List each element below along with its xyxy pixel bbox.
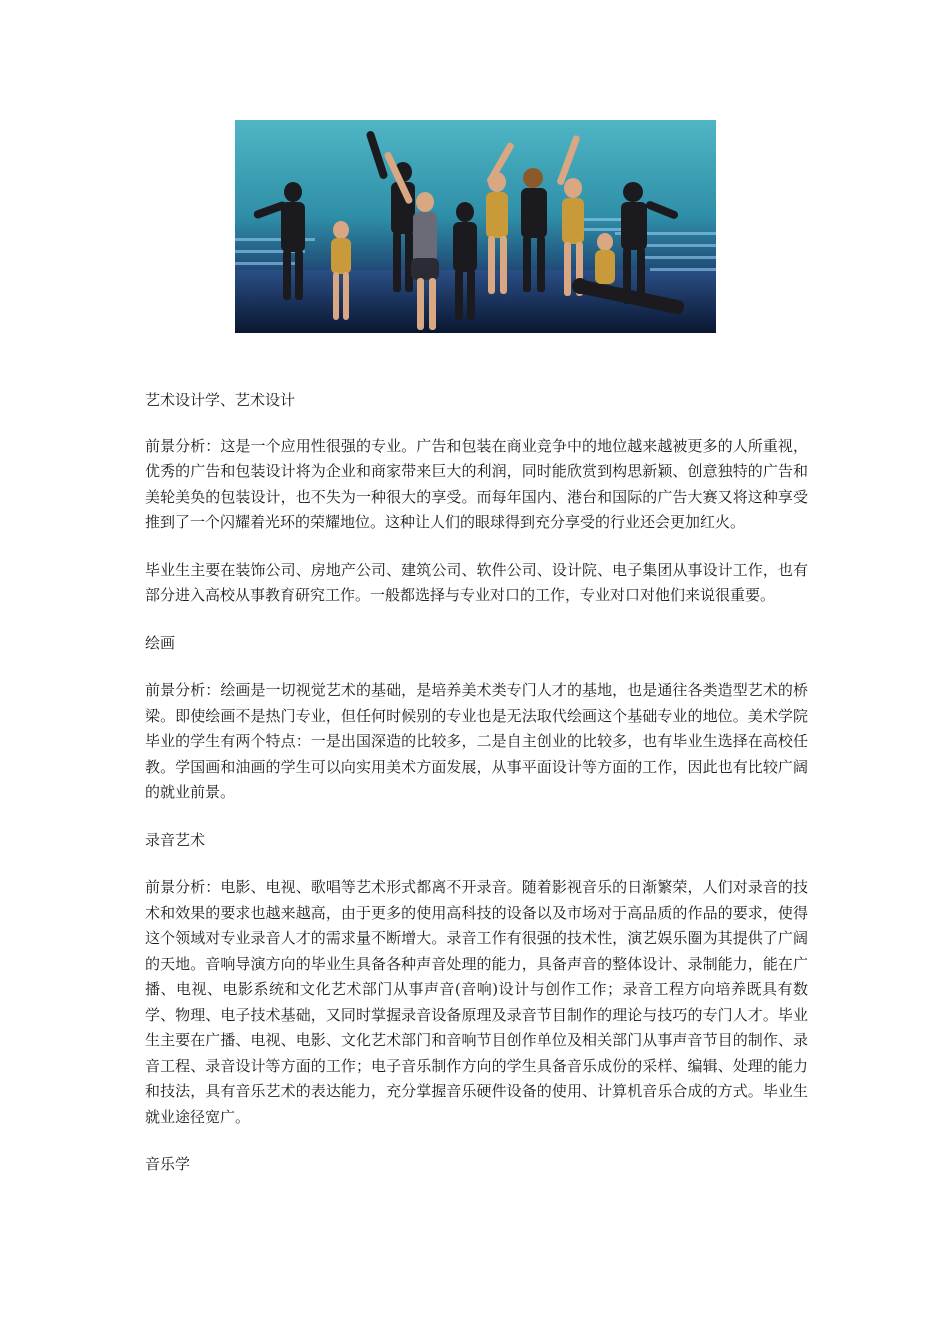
section-heading-musicology: 音乐学	[145, 1155, 191, 1173]
section-heading-recording-art: 录音艺术	[145, 830, 206, 849]
article-body	[145, 388, 808, 1178]
paragraph-recording-outlook: 前景分析：电影、电视、歌唱等艺术形式都离不开录音。随着影视音乐的日渐繁荣，人们对录音的技术和效果的要求也越来越高，由于更多的使用高科技的设备以及市场对于高品质的作品的要求，使得这个领域对专业录音人才的需求量不断增大。录音工作有很强的技术性，演艺娱乐圈为其提供了广阔的天地。音响导演方向的毕业生具备各种声音处理的能力，具备声音的整体设计、录制能力，能在广播、电视、电影系统和文化艺术部门从事声音(音响)设计与创作工作；录音工程方向培养既具有数学、物理、电子技术基础，又同时掌握录音设备原理及录音节目制作的理论与技巧的专门人才。毕业生主要在广播、电视、电影、文化艺术部门和音响节目创作单位及相关部门从事声音节目的制作、录音工程、录音设计等方面的工作；电子音乐制作方向的学生具备音乐成份的采样、编辑、处理的能力和技法，具有音乐艺术的表达能力，充分掌握音乐硬件设备的使用、计算机音乐合成的方式。毕业生就业途径宽广。	[145, 878, 808, 1126]
section-heading-art-design: 艺术设计学、艺术设计	[145, 391, 296, 409]
dance-performance-photo	[235, 120, 716, 333]
paragraph-painting-outlook: 前景分析：绘画是一切视觉艺术的基础，是培养美术类专门人才的基地，也是通往各类造型艺术的桥梁。即使绘画不是热门专业，但任何时候别的专业也是无法取代绘画这个基础专业的地位。美术学院毕业的学生有两个特点：一是出国深造的比较多，二是自主创业的比较多，也有毕业生选择在高校任教。学国画和油画的学生可以向实用美术方面发展，从事平面设计等方面的工作，因此也有比较广阔的就业前景。	[145, 681, 808, 801]
paragraph-art-design-employment: 毕业生主要在装饰公司、房地产公司、建筑公司、软件公司、设计院、电子集团从事设计工作，也有部分进入高校从事教育研究工作。一般都选择与专业对口的工作，专业对口对他们来说很重要。	[145, 560, 808, 604]
paragraph-art-design-outlook: 前景分析：这是一个应用性很强的专业。广告和包装在商业竞争中的地位越来越被更多的人所重视，优秀的广告和包装设计将为企业和商家带来巨大的利润，同时能欣赏到构思新颖、创意独特的广告和美轮美奂的包装设计，也不失为一种很大的享受。而每年国内、港台和国际的广告大赛又将这种享受推到了一个闪耀着光环的荣耀地位。这种让人们的眼球得到充分享受的行业还会更加红火。	[145, 436, 808, 531]
section-heading-painting: 绘画	[145, 633, 176, 652]
